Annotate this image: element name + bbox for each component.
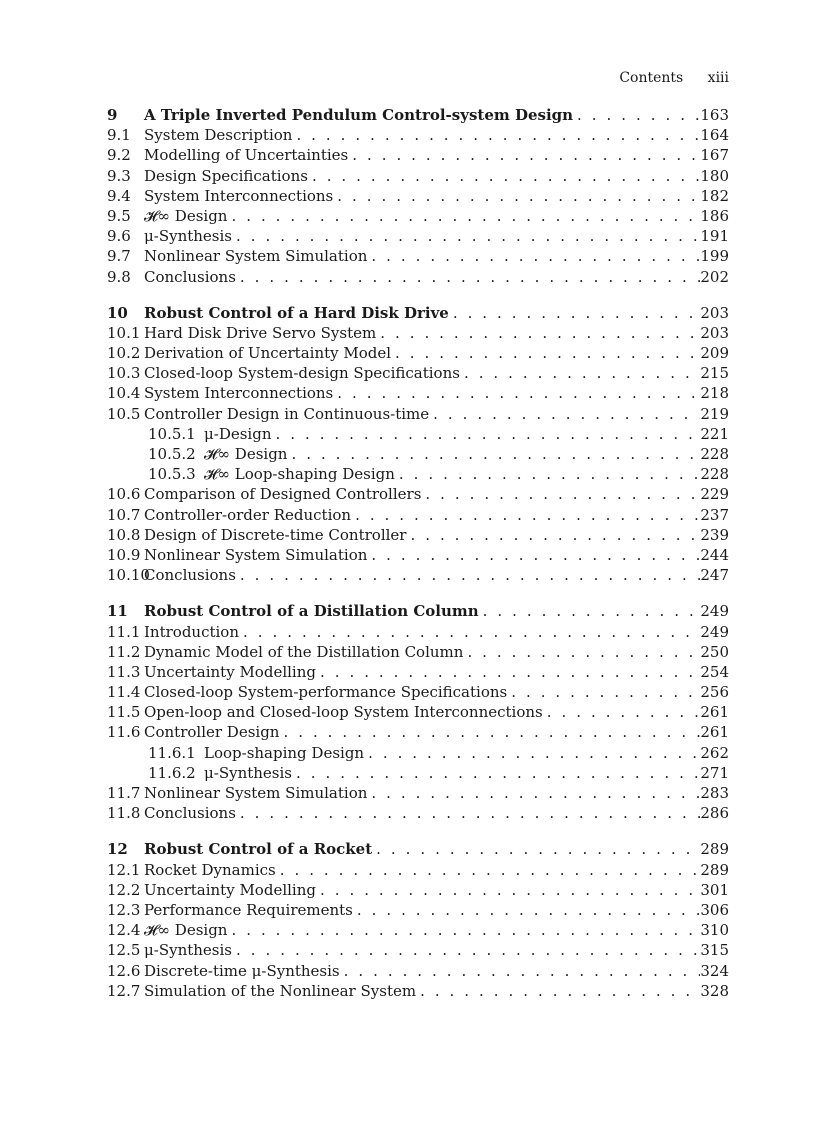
section-entry[interactable] <box>107 860 729 880</box>
section-entry[interactable] <box>107 323 729 343</box>
toc-page-number: 283 <box>700 784 729 802</box>
toc-page-number: 301 <box>700 880 729 899</box>
section-entry[interactable] <box>107 545 729 565</box>
toc-title: Simulation of the Nonlinear System <box>144 981 417 1000</box>
dot-leader <box>320 662 700 682</box>
toc-number: 11.3 <box>107 662 141 681</box>
section-entry[interactable] <box>107 803 729 823</box>
toc-title: Comparison of Designed Controllers <box>144 485 422 504</box>
section-entry[interactable] <box>107 505 729 525</box>
dot-leader <box>467 642 700 662</box>
toc-page-number: 219 <box>700 404 729 423</box>
toc-number: 9.5 <box>107 206 131 225</box>
chapter-entry[interactable] <box>107 839 729 859</box>
subsection-entry[interactable] <box>107 424 729 444</box>
toc-title: A Triple Inverted Pendulum Control-system Design <box>144 106 574 124</box>
toc-title: Robust Control of a Hard Disk Drive <box>144 303 449 322</box>
toc-title: Uncertainty Modelling <box>144 880 316 899</box>
section-entry[interactable] <box>107 186 729 206</box>
chapter-entry[interactable] <box>107 601 729 621</box>
toc-title: Derivation of Uncertainty Model <box>144 344 392 363</box>
toc-page-number: 328 <box>700 981 729 1000</box>
section-entry[interactable] <box>107 622 729 642</box>
dot-leader <box>433 404 700 424</box>
dot-leader <box>577 105 700 125</box>
section-entry[interactable] <box>107 722 729 742</box>
dot-leader <box>376 839 700 859</box>
toc-page-number: 310 <box>700 921 729 940</box>
dot-leader <box>275 424 700 444</box>
toc-number: 12.5 <box>107 941 141 960</box>
toc-page-number: 221 <box>700 424 729 443</box>
toc-number: 11.2 <box>107 642 141 661</box>
toc-number: 9 <box>107 106 118 124</box>
section-entry[interactable] <box>107 880 729 900</box>
section-entry[interactable] <box>107 267 729 287</box>
toc-title: Closed-loop System-design Specifications <box>144 364 460 383</box>
toc-title: Uncertainty Modelling <box>144 662 316 681</box>
section-entry[interactable] <box>107 981 729 1001</box>
chapter-block <box>107 839 729 1001</box>
toc-page-number: 262 <box>700 743 729 762</box>
subsection-entry[interactable] <box>107 464 729 484</box>
toc-number: 11 <box>107 602 128 621</box>
dot-leader <box>337 383 700 403</box>
toc-page-number: 203 <box>700 303 729 322</box>
dot-leader <box>240 267 700 287</box>
toc-number: 10.5 <box>107 404 141 423</box>
chapter-block <box>107 105 729 287</box>
subsection-entry[interactable] <box>107 743 729 763</box>
dot-leader <box>357 900 701 920</box>
toc-page-number: 261 <box>700 703 729 722</box>
toc-page-number: 249 <box>700 602 729 621</box>
toc-number: 11.6.1 <box>148 743 196 762</box>
toc-page-number: 249 <box>700 622 729 641</box>
dot-leader <box>236 226 700 246</box>
dot-leader <box>425 484 700 504</box>
toc-page-number: 289 <box>700 860 729 879</box>
toc-number: 12.6 <box>107 961 141 980</box>
chapter-block <box>107 303 729 586</box>
dot-leader <box>231 920 700 940</box>
toc-number: 10.4 <box>107 384 141 403</box>
toc-title: Controller Design in Continuous-time <box>144 404 430 423</box>
toc-page-number: 199 <box>700 247 729 266</box>
subsection-entry[interactable] <box>107 763 729 783</box>
toc-number: 12.2 <box>107 880 141 899</box>
toc-title: 𝓗∞ Design <box>144 206 228 225</box>
dot-leader <box>368 743 700 763</box>
toc-title: Introduction <box>144 622 239 641</box>
toc-title: Nonlinear System Simulation <box>144 545 368 564</box>
toc-number: 12.4 <box>107 921 141 940</box>
toc-page-number: 191 <box>700 227 729 246</box>
toc-number: 11.7 <box>107 784 141 802</box>
toc-number: 9.7 <box>107 247 131 266</box>
toc-title: μ-Design <box>204 424 272 443</box>
toc-title: Rocket Dynamics <box>144 860 276 879</box>
toc-number: 12.3 <box>107 900 141 919</box>
toc-title: Nonlinear System Simulation <box>144 247 368 266</box>
toc-page-number: 215 <box>700 364 729 383</box>
toc-number: 10.5.1 <box>148 424 196 443</box>
section-entry[interactable] <box>107 383 729 403</box>
toc-title: Dynamic Model of the Distillation Column <box>144 642 464 661</box>
dot-leader <box>320 880 700 900</box>
toc-title: Performance Requirements <box>144 900 353 919</box>
toc-title: Closed-loop System-performance Specifications <box>144 683 508 702</box>
toc-page-number: 261 <box>700 723 729 742</box>
section-entry[interactable] <box>107 525 729 545</box>
toc-page-number: 256 <box>700 683 729 702</box>
toc-page-number: 203 <box>700 323 729 342</box>
toc-number: 11.5 <box>107 703 141 722</box>
toc-page-number: 202 <box>700 267 729 286</box>
toc-page-number: 289 <box>700 840 729 859</box>
toc-title: System Interconnections <box>144 186 334 205</box>
toc-number: 10.8 <box>107 525 141 544</box>
toc-page-number: 286 <box>700 804 729 823</box>
dot-leader <box>231 206 700 226</box>
subsection-entry[interactable] <box>107 444 729 464</box>
dot-leader <box>464 363 700 383</box>
toc-number: 10.1 <box>107 323 141 342</box>
toc-number: 11.4 <box>107 683 141 702</box>
running-header <box>619 70 729 86</box>
toc-page-number: 228 <box>700 465 729 484</box>
table-of-contents <box>107 105 729 1017</box>
dot-leader <box>420 981 700 1001</box>
toc-number: 9.2 <box>107 146 131 165</box>
toc-title: 𝓗∞ Design <box>204 445 288 463</box>
toc-page-number: 186 <box>700 206 729 225</box>
toc-title: Controller-order Reduction <box>144 505 352 524</box>
toc-title: Nonlinear System Simulation <box>144 784 368 802</box>
dot-leader <box>371 545 700 565</box>
toc-title: μ-Synthesis <box>204 763 292 782</box>
toc-page-number: 209 <box>700 344 729 363</box>
dot-leader <box>283 722 700 742</box>
toc-page-number: 306 <box>700 900 729 919</box>
dot-leader <box>371 783 700 803</box>
dot-leader <box>280 860 701 880</box>
dot-leader <box>296 125 700 145</box>
section-entry[interactable] <box>107 343 729 363</box>
toc-number: 10.2 <box>107 344 141 363</box>
toc-page-number: 239 <box>700 525 729 544</box>
section-entry[interactable] <box>107 900 729 920</box>
section-entry[interactable] <box>107 565 729 585</box>
toc-number: 9.6 <box>107 227 131 246</box>
toc-page-number: 180 <box>700 166 729 185</box>
toc-number: 9.1 <box>107 126 131 145</box>
toc-page-number: 229 <box>700 485 729 504</box>
section-entry[interactable] <box>107 363 729 383</box>
dot-leader <box>240 565 700 585</box>
toc-page-number: 315 <box>700 941 729 960</box>
section-entry[interactable] <box>107 166 729 186</box>
toc-number: 10.9 <box>107 545 141 564</box>
toc-page-number: 167 <box>700 146 729 165</box>
dot-leader <box>344 961 701 981</box>
section-entry[interactable] <box>107 961 729 981</box>
dot-leader <box>371 246 700 266</box>
toc-page-number: 247 <box>700 566 729 585</box>
toc-title: Robust Control of a Distillation Column <box>144 602 479 621</box>
dot-leader <box>296 763 700 783</box>
dot-leader <box>410 525 700 545</box>
toc-number: 11.1 <box>107 622 141 641</box>
section-entry[interactable] <box>107 642 729 662</box>
dot-leader <box>453 303 701 323</box>
chapter-entry[interactable] <box>107 105 729 125</box>
section-entry[interactable] <box>107 404 729 424</box>
toc-title: System Description <box>144 126 293 145</box>
toc-number: 11.8 <box>107 804 141 823</box>
dot-leader <box>511 682 700 702</box>
dot-leader <box>355 505 700 525</box>
toc-number: 11.6.2 <box>148 763 196 782</box>
chapter-entry[interactable] <box>107 303 729 323</box>
toc-number: 10.5.3 <box>148 465 196 484</box>
section-entry[interactable] <box>107 662 729 682</box>
dot-leader <box>380 323 700 343</box>
toc-number: 9.4 <box>107 186 131 205</box>
toc-title: μ-Synthesis <box>144 227 232 246</box>
toc-page-number: 164 <box>700 126 729 145</box>
dot-leader <box>395 343 700 363</box>
toc-page-number: 218 <box>700 384 729 403</box>
toc-page-number: 254 <box>700 662 729 681</box>
toc-title: System Interconnections <box>144 384 334 403</box>
section-entry[interactable] <box>107 125 729 145</box>
toc-number: 10 <box>107 303 128 322</box>
toc-number: 10.6 <box>107 485 141 504</box>
toc-title: Loop-shaping Design <box>204 743 365 762</box>
section-entry[interactable] <box>107 246 729 266</box>
header-page-number: xiii <box>707 70 729 86</box>
toc-page-number: 250 <box>700 642 729 661</box>
toc-title: Modelling of Uncertainties <box>144 146 349 165</box>
section-entry[interactable] <box>107 920 729 940</box>
dot-leader <box>352 145 700 165</box>
toc-number: 10.10 <box>107 566 150 585</box>
toc-title: Conclusions <box>144 267 236 286</box>
toc-page-number: 228 <box>700 445 729 463</box>
toc-title: Robust Control of a Rocket <box>144 840 373 859</box>
dot-leader <box>240 803 700 823</box>
toc-page-number: 163 <box>700 106 729 124</box>
toc-number: 10.5.2 <box>148 445 196 463</box>
section-entry[interactable] <box>107 484 729 504</box>
section-entry[interactable] <box>107 940 729 960</box>
dot-leader <box>547 702 701 722</box>
toc-title: Design of Discrete-time Controller <box>144 525 407 544</box>
toc-title: 𝓗∞ Loop-shaping Design <box>204 465 395 484</box>
toc-title: Design Specifications <box>144 166 308 185</box>
toc-title: Conclusions <box>144 804 236 823</box>
chapter-block <box>107 601 729 823</box>
section-entry[interactable] <box>107 206 729 226</box>
toc-number: 9.8 <box>107 267 131 286</box>
dot-leader <box>291 444 700 464</box>
toc-title: 𝓗∞ Design <box>144 921 228 940</box>
toc-title: Controller Design <box>144 723 280 742</box>
dot-leader <box>243 622 700 642</box>
toc-title: Conclusions <box>144 566 236 585</box>
dot-leader <box>399 464 700 484</box>
toc-title: μ-Synthesis <box>144 941 232 960</box>
section-entry[interactable] <box>107 682 729 702</box>
dot-leader <box>483 601 701 621</box>
toc-page-number: 237 <box>700 505 729 524</box>
dot-leader <box>236 940 700 960</box>
section-entry[interactable] <box>107 145 729 165</box>
toc-number: 10.7 <box>107 505 141 524</box>
toc-title: Hard Disk Drive Servo System <box>144 323 377 342</box>
section-entry[interactable] <box>107 702 729 722</box>
toc-number: 11.6 <box>107 723 141 742</box>
toc-title: Discrete-time μ-Synthesis <box>144 961 340 980</box>
dot-leader <box>312 166 700 186</box>
section-entry[interactable] <box>107 226 729 246</box>
toc-number: 9.3 <box>107 166 131 185</box>
toc-number: 12.7 <box>107 981 141 1000</box>
toc-title: Open-loop and Closed-loop System Interconnections <box>144 703 543 722</box>
toc-page-number: 324 <box>700 961 729 980</box>
header-section-title: Contents <box>619 70 684 86</box>
dot-leader <box>337 186 700 206</box>
section-entry[interactable] <box>107 783 729 803</box>
toc-page-number: 244 <box>700 545 729 564</box>
toc-number: 12 <box>107 840 128 859</box>
toc-page-number: 182 <box>700 186 729 205</box>
toc-number: 10.3 <box>107 364 141 383</box>
toc-page-number: 271 <box>700 763 729 782</box>
toc-number: 12.1 <box>107 860 141 879</box>
